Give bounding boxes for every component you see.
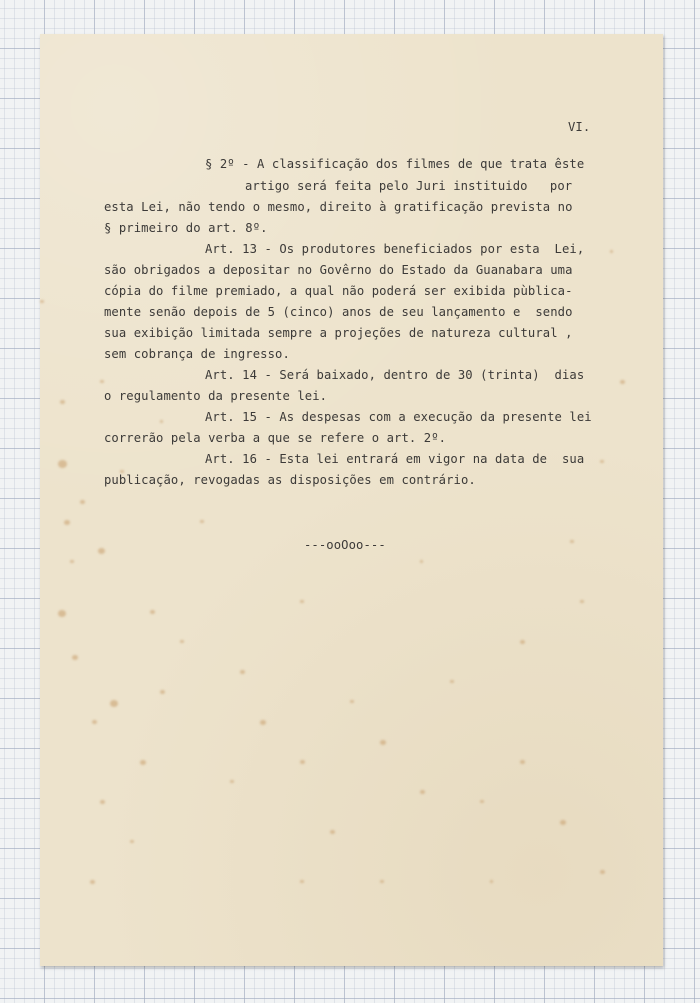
text-line: são obrigados a depositar no Govêrno do Estado da Guanabara uma — [104, 263, 573, 277]
foxing-stain — [92, 720, 97, 724]
foxing-stain — [520, 760, 525, 764]
foxing-stain — [600, 460, 604, 463]
text-line: § 2º - A classificação dos filmes de que trata êste — [205, 157, 585, 171]
foxing-stain — [260, 720, 266, 725]
foxing-stain — [100, 800, 105, 804]
text-line: artigo será feita pelo Juri instituido por — [245, 179, 573, 193]
foxing-stain — [98, 548, 105, 554]
text-line: Art. 16 - Esta lei entrará em vigor na data de sua — [205, 452, 585, 466]
text-line: Art. 14 - Será baixado, dentro de 30 (trinta) dias — [205, 368, 585, 382]
text-line: sua exibição limitada sempre a projeções de natureza cultural , — [104, 326, 573, 340]
text-line: cópia do filme premiado, a qual não poderá ser exibida pùblica- — [104, 284, 573, 298]
text-line: esta Lei, não tendo o mesmo, direito à gratificação prevista no — [104, 200, 573, 214]
text-line: mente senão depois de 5 (cinco) anos de seu lançamento e sendo — [104, 305, 573, 319]
typed-document-page — [40, 34, 663, 966]
foxing-stain — [160, 690, 165, 694]
text-line: correrão pela verba a que se refere o art. 2º. — [104, 431, 447, 445]
foxing-stain — [230, 780, 234, 783]
text-line: o regulamento da presente lei. — [104, 389, 328, 403]
foxing-stain — [130, 840, 134, 843]
foxing-stain — [120, 470, 124, 473]
foxing-stain — [40, 300, 44, 303]
foxing-stain — [180, 640, 184, 643]
text-line: Art. 15 - As despesas com a execução da presente lei — [205, 410, 592, 424]
foxing-stain — [72, 655, 78, 660]
foxing-stain — [140, 760, 146, 765]
foxing-stain — [330, 830, 335, 834]
foxing-stain — [620, 380, 625, 384]
text-line: publicação, revogadas as disposições em contrário. — [104, 473, 476, 487]
foxing-stain — [64, 520, 70, 525]
foxing-stain — [570, 540, 574, 543]
foxing-stain — [240, 670, 245, 674]
foxing-stain — [450, 680, 454, 683]
foxing-stain — [380, 880, 384, 883]
foxing-stain — [350, 700, 354, 703]
foxing-stain — [480, 800, 484, 803]
foxing-stain — [610, 250, 613, 253]
foxing-stain — [200, 520, 204, 523]
foxing-stain — [100, 380, 104, 383]
foxing-stain — [150, 610, 155, 614]
text-line: § primeiro do art. 8º. — [104, 221, 268, 235]
text-line: sem cobrança de ingresso. — [104, 347, 290, 361]
page-number: VI. — [568, 120, 591, 134]
foxing-stain — [58, 610, 66, 617]
foxing-stain — [110, 700, 118, 707]
foxing-stain — [90, 880, 95, 884]
foxing-stain — [560, 820, 566, 825]
foxing-stain — [300, 880, 304, 883]
end-mark: ---ooOoo--- — [304, 538, 386, 552]
foxing-stain — [300, 600, 304, 603]
foxing-stain — [490, 880, 493, 883]
foxing-stain — [160, 420, 163, 423]
foxing-stain — [70, 560, 74, 563]
foxing-stain — [600, 870, 605, 874]
text-line: Art. 13 - Os produtores beneficiados por esta Lei, — [205, 242, 585, 256]
foxing-stain — [58, 460, 67, 468]
foxing-stain — [380, 740, 386, 745]
foxing-stain — [60, 400, 65, 404]
foxing-stain — [420, 560, 423, 563]
foxing-stain — [520, 640, 525, 644]
foxing-stain — [420, 790, 425, 794]
foxing-stain — [300, 760, 305, 764]
foxing-stain — [80, 500, 85, 504]
foxing-stain — [580, 600, 584, 603]
